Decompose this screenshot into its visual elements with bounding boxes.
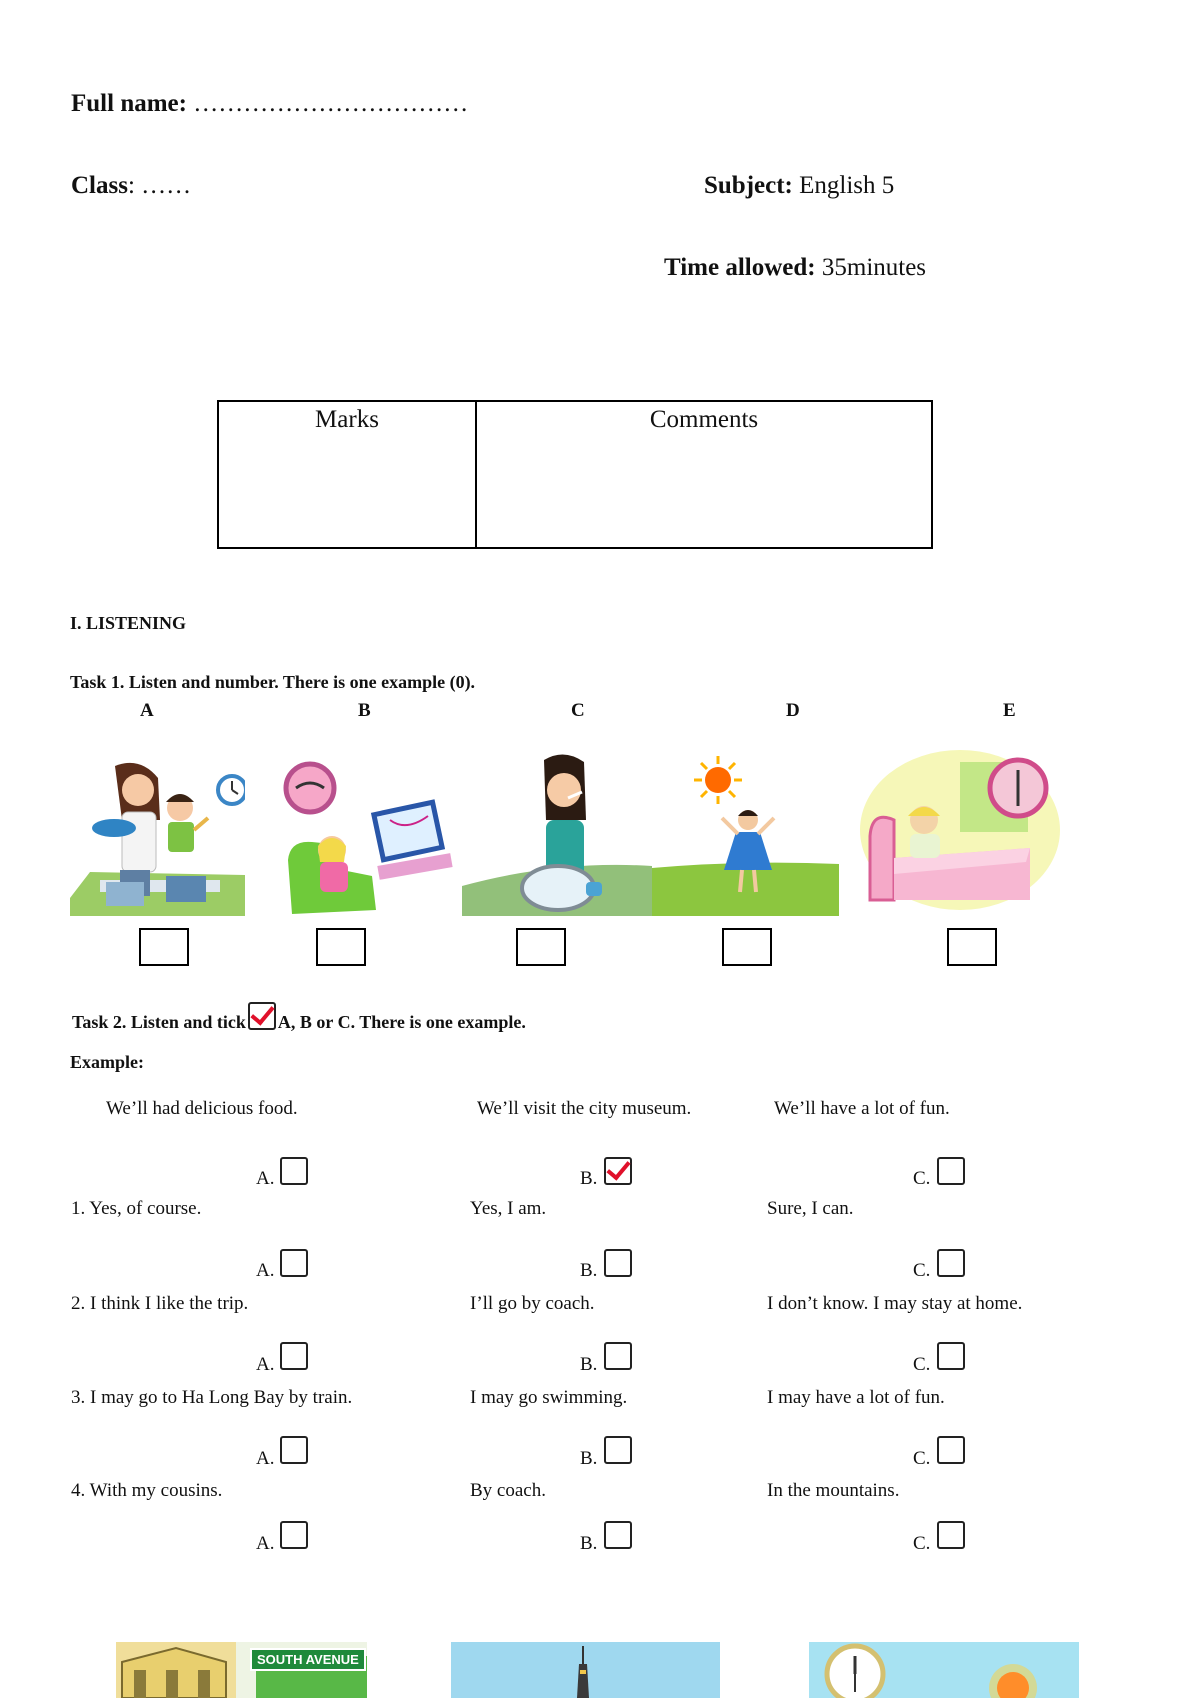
example-checkbox-a[interactable] xyxy=(280,1157,308,1185)
task1-letter-a: A xyxy=(140,700,154,721)
task1-letter-b: B xyxy=(358,700,371,721)
q2-checkbox-b[interactable] xyxy=(604,1342,632,1370)
tick-checkbox-icon xyxy=(248,1002,276,1030)
q3-option-a: 3. I may go to Ha Long Bay by train. xyxy=(71,1387,353,1408)
section-title: I. LISTENING xyxy=(70,613,187,633)
task2-title-end: A, B or C. There is one example. xyxy=(277,1011,526,1032)
picture-tower xyxy=(451,1642,720,1698)
example-label-b: B. xyxy=(580,1168,598,1189)
picture-a-cooking xyxy=(70,750,245,916)
q3-checkbox-a[interactable] xyxy=(280,1436,308,1464)
q4-option-b: By coach. xyxy=(470,1480,546,1501)
q2-label-a: A. xyxy=(256,1354,275,1375)
q4-option-c: In the mountains. xyxy=(767,1480,900,1501)
q1-checkbox-c[interactable] xyxy=(937,1249,965,1277)
answer-box-a[interactable] xyxy=(139,928,189,966)
example-checkbox-b-checked[interactable] xyxy=(604,1157,632,1185)
q2-label-c: C. xyxy=(913,1354,931,1375)
class-label: Class xyxy=(71,172,128,199)
comments-header: Comments xyxy=(649,406,759,433)
q1-option-b: Yes, I am. xyxy=(470,1198,547,1219)
marks-header: Marks xyxy=(315,406,379,433)
subject-line xyxy=(704,172,894,200)
class-blank[interactable]: : …… xyxy=(127,172,192,199)
q2-checkbox-a[interactable] xyxy=(280,1342,308,1370)
q1-checkbox-a[interactable] xyxy=(280,1249,308,1277)
picture-clock-sun xyxy=(809,1642,1079,1698)
q3-option-c: I may have a lot of fun. xyxy=(767,1387,945,1408)
task1-title: Task 1. Listen and number. There is one example (0). xyxy=(70,672,476,692)
marks-cell[interactable] xyxy=(219,402,477,547)
q3-checkbox-c[interactable] xyxy=(937,1436,965,1464)
q2-option-a: 2. I think I like the trip. xyxy=(71,1293,249,1314)
example-option-c: We’ll have a lot of fun. xyxy=(774,1098,950,1119)
time-line xyxy=(664,254,926,282)
answer-box-b[interactable] xyxy=(316,928,366,966)
picture-d-sunny-girl xyxy=(652,750,839,916)
q2-checkbox-c[interactable] xyxy=(937,1342,965,1370)
comments-cell[interactable] xyxy=(477,402,931,547)
time-label: Time allowed: xyxy=(664,254,816,281)
q4-checkbox-c[interactable] xyxy=(937,1521,965,1549)
q4-checkbox-b[interactable] xyxy=(604,1521,632,1549)
full-name-blank[interactable]: …………………………… xyxy=(193,90,469,117)
q3-label-b: B. xyxy=(580,1448,598,1469)
subject-label: Subject: xyxy=(704,172,793,199)
picture-e-waking-up xyxy=(850,750,1060,916)
q1-label-c: C. xyxy=(913,1260,931,1281)
task1-letter-e: E xyxy=(1003,700,1016,721)
q1-checkbox-b[interactable] xyxy=(604,1249,632,1277)
task2-title-start: Task 2. Listen and tick xyxy=(72,1011,246,1032)
q3-label-c: C. xyxy=(913,1448,931,1469)
time-value: 35minutes xyxy=(821,254,927,281)
task2-title xyxy=(72,1008,526,1036)
picture-b-watching-tv xyxy=(282,750,462,916)
class-line xyxy=(71,172,191,200)
task1-letter-d: D xyxy=(786,700,800,721)
task1-letter-c: C xyxy=(571,700,585,721)
example-checkbox-c[interactable] xyxy=(937,1157,965,1185)
answer-box-e[interactable] xyxy=(947,928,997,966)
picture-street-sign xyxy=(116,1642,367,1698)
q4-label-c: C. xyxy=(913,1533,931,1554)
q4-checkbox-a[interactable] xyxy=(280,1521,308,1549)
q1-option-a: 1. Yes, of course. xyxy=(71,1198,202,1219)
q1-label-a: A. xyxy=(256,1260,275,1281)
q1-option-c: Sure, I can. xyxy=(767,1198,854,1219)
q3-checkbox-b[interactable] xyxy=(604,1436,632,1464)
q4-label-a: A. xyxy=(256,1533,275,1554)
picture-c-brushing-teeth xyxy=(462,750,652,916)
q3-label-a: A. xyxy=(256,1448,275,1469)
answer-box-c[interactable] xyxy=(516,928,566,966)
marks-comments-table xyxy=(217,400,933,549)
example-option-b: We’ll visit the city museum. xyxy=(477,1098,692,1119)
q4-option-a: 4. With my cousins. xyxy=(71,1480,223,1501)
example-label: Example: xyxy=(70,1052,144,1072)
answer-box-d[interactable] xyxy=(722,928,772,966)
q3-option-b: I may go swimming. xyxy=(470,1387,628,1408)
subject-value: English 5 xyxy=(799,172,895,199)
q4-label-b: B. xyxy=(580,1533,598,1554)
full-name-line xyxy=(71,90,468,118)
full-name-label: Full name: xyxy=(71,90,187,117)
q2-option-c: I don’t know. I may stay at home. xyxy=(767,1293,1023,1314)
street-sign-text: SOUTH AVENUE xyxy=(250,1648,366,1671)
q2-label-b: B. xyxy=(580,1354,598,1375)
q1-label-b: B. xyxy=(580,1260,598,1281)
example-option-a: We’ll had delicious food. xyxy=(106,1098,298,1119)
q2-option-b: I’ll go by coach. xyxy=(470,1293,595,1314)
example-label-a: A. xyxy=(256,1168,275,1189)
example-label-c: C. xyxy=(913,1168,931,1189)
